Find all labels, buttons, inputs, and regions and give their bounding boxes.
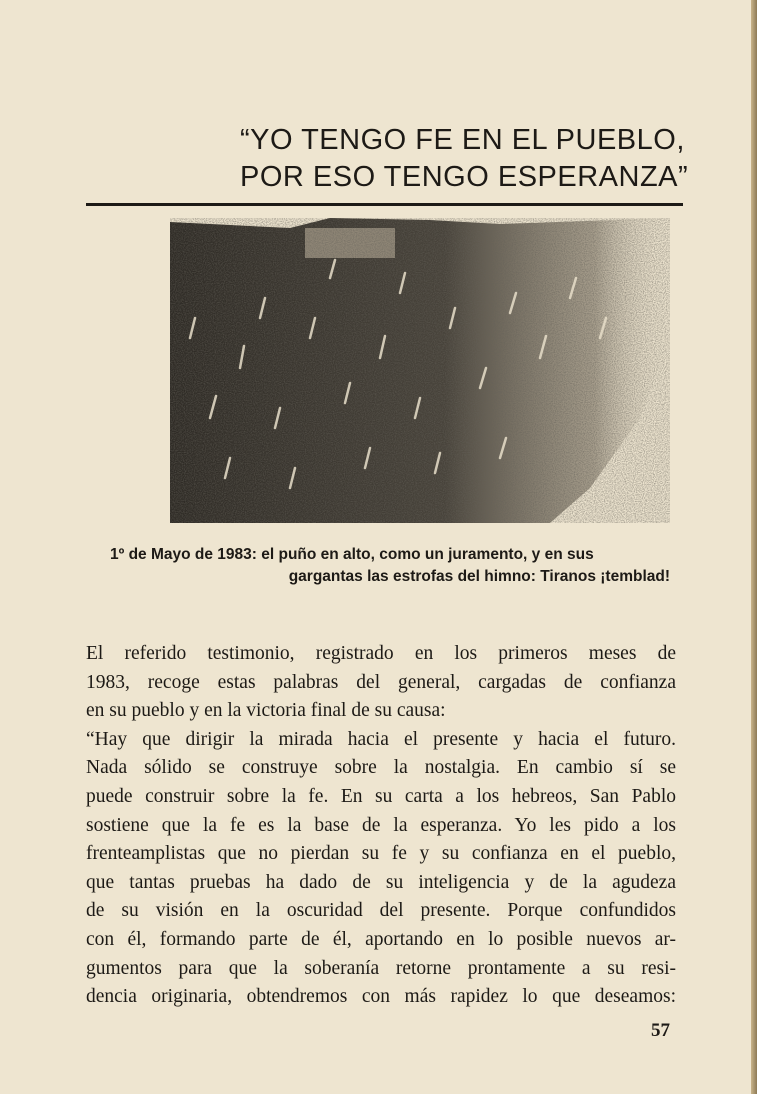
body-line: 1983, recoge estas palabras del general, cargadas de confianza [86,671,676,693]
body-line: El referido testimonio, registrado en los primeros meses de [86,643,676,664]
photo-caption [110,544,670,588]
caption-line-1: 1º de Mayo de 1983: el puño en alto, como un juramento, y en sus [110,546,594,563]
title-line-2: POR ESO TENGO ESPERANZA” [240,161,689,193]
body-line: “Hay que dirigir la mirada hacia el presente y hacia el futuro. [86,728,676,750]
body-line: que tantas pruebas ha dado de su inteligencia y de la agudeza [86,871,676,893]
page-number: 57 [651,1020,670,1041]
body-line: de su visión en la oscuridad del presente. Porque confundidos [86,900,676,922]
body-text [86,640,676,1012]
body-line: puede construir sobre la fe. En su carta a los hebreos, San Pablo [86,785,676,807]
body-line: Nada sólido se construye sobre la nostalgia. En cambio sí se [86,757,676,779]
caption-line-2 [110,566,670,588]
photo-grain [170,218,670,523]
title-rule [86,203,683,206]
crowd-photo [170,218,670,523]
body-line: dencia originaria, obtendremos con más rapidez lo que deseamos: [86,986,676,1008]
caption-emphasis: Tiranos ¡temblad! [540,568,670,585]
body-line: sostiene que la fe es la base de la esperanza. Yo les pido a los [86,814,676,836]
caption-line-2-text: gargantas las estrofas del himno: [288,568,541,585]
body-line: con él, formando parte de él, aportando en lo posible nuevos ar- [86,928,676,950]
title-line-1: “YO TENGO FE EN EL PUEBLO, [240,124,685,156]
body-line: gumentos para que la soberanía retorne prontamente a su resi- [86,957,676,979]
chapter-title [240,122,689,196]
body-line: frenteamplistas que no pierdan su fe y su confianza en el pueblo, [86,843,676,865]
body-line: en su pueblo y en la victoria final de su causa: [86,700,446,722]
page-edge [751,0,757,1094]
